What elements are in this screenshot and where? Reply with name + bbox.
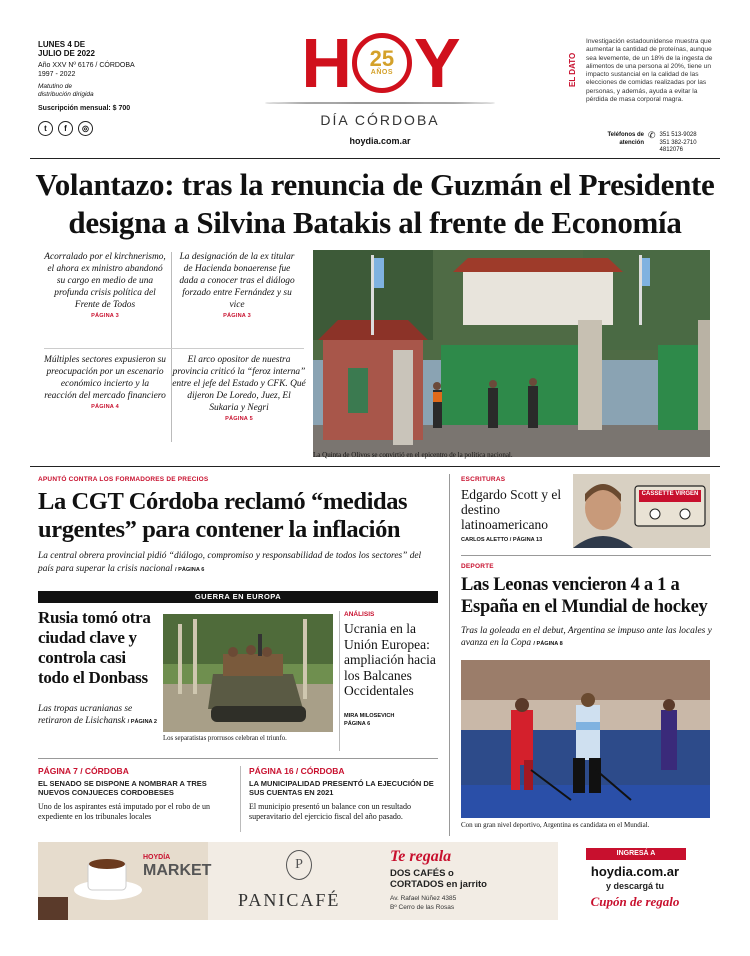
el-dato-box [568, 38, 718, 153]
social-links [38, 121, 188, 136]
page-ref: PÁGINA 3 [223, 313, 251, 319]
escrituras-kicker: ESCRITURAS [461, 476, 506, 483]
ad-cafe-name: PANICAFÉ [238, 890, 341, 910]
ad-address: Bº Cerro de las Rosas [390, 904, 455, 911]
date-line: JULIO DE 2022 [38, 49, 95, 58]
header-divider [30, 158, 720, 159]
ad-regala: Te regala [390, 848, 452, 865]
page-ref: / PÁGINA 6 [175, 566, 205, 573]
brief-body: Uno de los aspirantes está imputado por el robo de un expediente en los tribunales locales [38, 802, 210, 821]
ad-offer: DOS CAFÉS o [390, 868, 454, 879]
escrituras-author: CARLOS ALETTO / PÁGINA 13 [461, 537, 543, 543]
edition-years: 1997 - 2022 [38, 71, 76, 78]
subitem-text: La designación de la ex titular de Hacienda bonaerense fue dada a conocer tras el diálogo forzado entre Fernández y su vice [179, 252, 295, 310]
ad-address: Av. Rafael Núñez 4385 [390, 895, 457, 902]
subitem-text: El arco opositor de nuestra provincia criticó la “feroz interna” entre el jefe del Estado y CFK. Qué dijeron De Loredo, Juez, El Sukaria y Negri [172, 355, 306, 413]
deporte-lead [461, 625, 716, 650]
hockey-photo [461, 660, 710, 818]
item-divider [44, 348, 304, 349]
brief-headline: EL SENADO SE DISPONE A NOMBRAR A TRES NUEVOS CONJUECES CORDOBESES [38, 779, 207, 797]
ad-cta-line: y descargá tu [605, 881, 665, 891]
subscription-price: Suscripción mensual: $ 700 [38, 105, 131, 112]
olivos-photo [313, 250, 710, 457]
page-ref: PÁGINA 4 [91, 404, 119, 410]
facebook-icon[interactable]: f [58, 121, 73, 136]
market-ad[interactable] [38, 842, 710, 920]
senado-brief[interactable] [38, 766, 233, 821]
rusia-lead-text: Las tropas ucranianas se retiraron de Lisichansk [38, 704, 133, 726]
deporte-headline[interactable]: Las Leonas vencieron 4 a 1 a España en el Mundial de hockey [461, 575, 708, 617]
brief-headline: LA MUNICIPALIDAD PRESENTÓ LA EJECUCIÓN DE SUS CUENTAS EN 2021 [249, 779, 434, 797]
anniversary-badge [352, 33, 412, 93]
brief-body: El municipio presentó un balance con un resultado superavitario del ejercicio fiscal del año pasado. [249, 802, 411, 821]
section-bar: GUERRA EN EUROPA [38, 591, 438, 603]
page-ref: PÁGINA 3 [91, 313, 119, 319]
brief-kicker: PÁGINA 7 / CÓRDOBA [38, 766, 129, 776]
panicafe-logo-icon: P [286, 850, 312, 880]
hockey-caption: Con un gran nivel deportivo, Argentina es candidata en el Mundial. [461, 821, 650, 829]
page-ref: / PÁGINA 2 [127, 719, 157, 725]
ad-cta-coupon: Cupón de regalo [590, 894, 680, 909]
date-line: LUNES 4 DE [38, 40, 86, 49]
cassette-label: CASSETTE VIRGEN [641, 491, 699, 497]
section-divider [38, 758, 438, 759]
distribution-note: Matutino de [38, 83, 72, 90]
column-divider [339, 611, 340, 751]
subitem-text: Acorralado por el kirchnerismo, el ahora ex ministro abandonó su cargo en medio de una profunda crisis política del Frente de Todos [44, 252, 166, 310]
section-divider [461, 555, 711, 556]
cgt-headline[interactable]: La CGT Córdoba reclamó “medidas urgentes” para contener la inflación [38, 488, 408, 543]
page-ref: / PÁGINA 8 [533, 641, 563, 647]
analisis-kicker: ANÁLISIS [344, 611, 375, 618]
brief-kicker: PÁGINA 16 / CÓRDOBA [249, 766, 345, 776]
site-url[interactable]: hoydia.com.ar [349, 136, 411, 146]
phone-number: 351 513-9028 [659, 132, 697, 138]
analisis-headline: Ucrania en la Unión Europea: ampliación hacia los Balcanes Occidentales [344, 621, 436, 698]
cgt-lead [38, 550, 438, 576]
subitem-text: Múltiples sectores expusieron su preocupación por un escenario económico incierto y la reacción del mercado financiero [44, 355, 166, 401]
rusia-lead [38, 703, 160, 728]
main-subitem[interactable] [44, 354, 166, 410]
phone-label: Teléfonos de atención [607, 132, 644, 146]
main-subitem[interactable] [44, 251, 166, 319]
main-subitem[interactable] [172, 354, 306, 422]
distribution-note: distribución dirigida [38, 91, 94, 98]
logo-letter: H [301, 24, 350, 102]
main-headline-line: designa a Silvina Batakis al frente de Economía [68, 205, 682, 240]
phone-number: 351 382-2710 [659, 139, 697, 146]
section-divider [30, 466, 720, 467]
phone-number: 4812076 [659, 147, 683, 153]
main-subitem[interactable] [178, 251, 296, 319]
rusia-headline[interactable]: Rusia tomó otra ciudad clave y controla casi todo el Donbass [38, 608, 151, 687]
masthead-logo[interactable] [240, 24, 520, 160]
deporte-lead-text: Tras la goleada en el debut, Argentina se impuso ante las locales y avanza en la Copa [461, 626, 712, 648]
ad-brand-big: MARKET [143, 862, 212, 879]
cgt-kicker: APUNTÓ CONTRA LOS FORMADORES DE PRECIOS [38, 476, 209, 483]
edition-info: Año XXV Nº 6176 / CÓRDOBA [38, 62, 135, 69]
el-dato-text: Investigación estadounidense muestra que aumentar la cantidad de proteínas, aunque sea levemente, de un 18% de la ingesta de alimentos de una persona al 20%, tiene un impacto sustancial en la calidad de las elecciones de comidas realizadas por las personas, y además, ayuda a evitar la pérdida de masa corporal magra. [586, 38, 713, 104]
olivos-caption: La Quinta de Olivos se convirtió en el epicentro de la política nacional. [313, 451, 513, 459]
header-info [38, 40, 188, 136]
masthead-subtitle: DÍA CÓRDOBA [320, 112, 440, 128]
logo-letter: Y [413, 24, 459, 102]
phone-info [606, 132, 721, 155]
author-photo [573, 474, 710, 548]
ad-cta-badge: INGRESÁ A [586, 848, 686, 860]
logo-swoosh [265, 102, 495, 104]
escrituras-headline[interactable]: Edgardo Scott y el destino latinoamericano [461, 487, 562, 532]
analisis-block[interactable] [344, 611, 439, 728]
main-headline-line: Volantazo: tras la renuncia de Guzmán el Presidente [35, 167, 715, 202]
analisis-author: MIRA MILOSEVICH [344, 712, 395, 719]
twitter-icon[interactable]: t [38, 121, 53, 136]
main-headline[interactable] [30, 166, 720, 242]
anniversary-years: 25 [369, 46, 395, 71]
cgt-lead-text: La central obrera provincial pidió “diálogo, compromiso y responsabilidad de todos los sectores” del país para superar la crisis nacional [38, 551, 422, 574]
phone-icon: ✆ [648, 130, 656, 140]
tank-caption: Los separatistas prorrusos celebran el triunfo. [163, 735, 287, 742]
ad-cta-url[interactable]: hoydia.com.ar [590, 864, 680, 879]
ad-offer: CORTADOS en jarrito [390, 879, 487, 890]
anniversary-label: AÑOS [370, 69, 394, 76]
el-dato-label: EL DATO [568, 52, 577, 88]
column-divider [449, 474, 450, 836]
tank-photo [163, 614, 333, 732]
instagram-icon[interactable]: ◎ [78, 121, 93, 136]
page-ref: PÁGINA 5 [225, 416, 253, 422]
column-divider [240, 766, 241, 832]
deporte-kicker: DEPORTE [461, 563, 494, 570]
ad-brand-small: HOYDÍA [143, 854, 171, 861]
page-ref: PÁGINA 6 [344, 720, 371, 727]
column-divider [171, 252, 172, 442]
municipalidad-brief[interactable] [249, 766, 441, 821]
